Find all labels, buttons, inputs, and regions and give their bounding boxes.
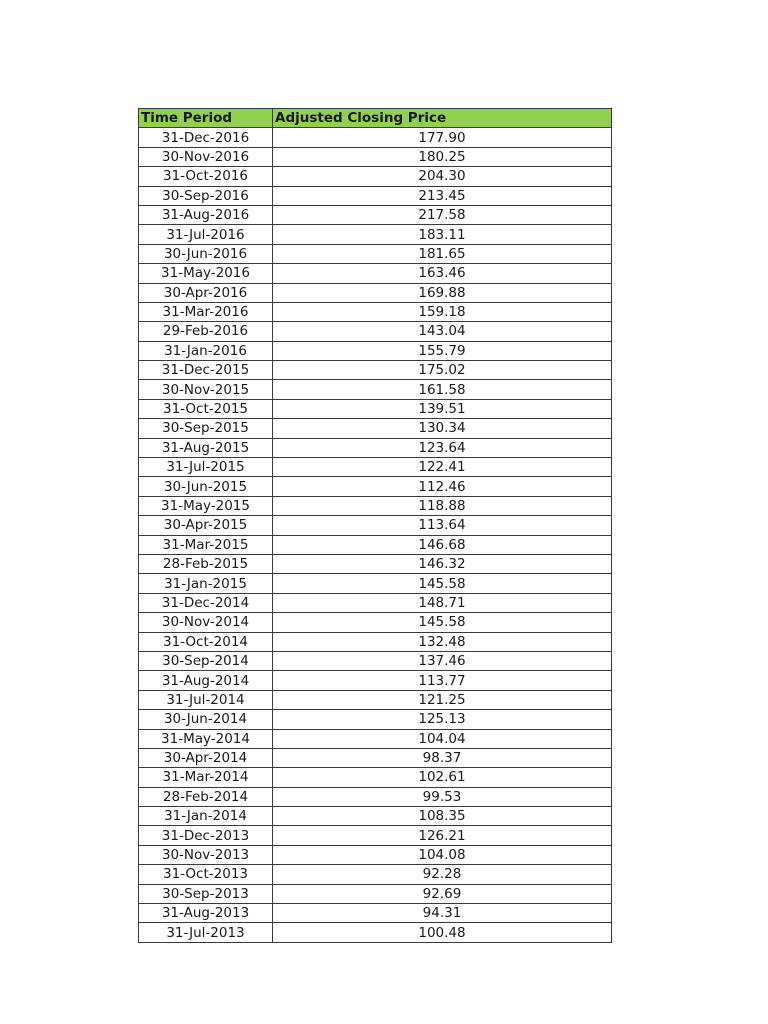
- closing-price-cell: 146.68: [273, 535, 612, 554]
- closing-price-cell: 183.11: [273, 225, 612, 244]
- closing-price-cell: 159.18: [273, 302, 612, 321]
- closing-price-cell: 213.45: [273, 186, 612, 205]
- time-period-cell: 29-Feb-2016: [139, 322, 273, 341]
- table-row: [139, 865, 612, 884]
- time-period-cell: 31-Dec-2015: [139, 361, 273, 380]
- time-period-cell: 31-Mar-2015: [139, 535, 273, 554]
- time-period-cell: 31-Dec-2014: [139, 593, 273, 612]
- table-row: [139, 651, 612, 670]
- time-period-cell: 31-Mar-2016: [139, 302, 273, 321]
- closing-price-cell: 148.71: [273, 593, 612, 612]
- closing-price-cell: 125.13: [273, 710, 612, 729]
- closing-price-cell: 94.31: [273, 904, 612, 923]
- time-period-cell: 30-Apr-2015: [139, 516, 273, 535]
- time-period-cell: 31-Jul-2013: [139, 923, 273, 942]
- header-row: [139, 109, 612, 128]
- closing-price-cell: 92.69: [273, 884, 612, 903]
- table-row: [139, 923, 612, 942]
- table-row: [139, 458, 612, 477]
- closing-price-cell: 204.30: [273, 167, 612, 186]
- table-row: [139, 283, 612, 302]
- closing-price-cell: 122.41: [273, 458, 612, 477]
- time-period-cell: 31-Jul-2015: [139, 458, 273, 477]
- closing-price-cell: 102.61: [273, 768, 612, 787]
- time-period-cell: 30-Nov-2013: [139, 845, 273, 864]
- table-row: [139, 225, 612, 244]
- time-period-cell: 28-Feb-2014: [139, 787, 273, 806]
- time-period-cell: 30-Nov-2014: [139, 613, 273, 632]
- time-period-cell: 31-Jan-2015: [139, 574, 273, 593]
- table-row: [139, 554, 612, 573]
- closing-price-cell: 175.02: [273, 361, 612, 380]
- time-period-cell: 30-Jun-2015: [139, 477, 273, 496]
- table-row: [139, 147, 612, 166]
- time-period-cell: 31-Aug-2014: [139, 671, 273, 690]
- table-row: [139, 361, 612, 380]
- table-row: [139, 380, 612, 399]
- table-row: [139, 186, 612, 205]
- closing-price-cell: 121.25: [273, 690, 612, 709]
- closing-price-cell: 137.46: [273, 651, 612, 670]
- table-row: [139, 768, 612, 787]
- closing-price-cell: 143.04: [273, 322, 612, 341]
- time-period-cell: 31-Aug-2015: [139, 438, 273, 457]
- table-row: [139, 302, 612, 321]
- table-body: [139, 128, 612, 942]
- time-period-cell: 31-Aug-2013: [139, 904, 273, 923]
- table-row: [139, 710, 612, 729]
- table-row: [139, 729, 612, 748]
- table-row: [139, 671, 612, 690]
- table-row: [139, 807, 612, 826]
- time-period-cell: 31-Oct-2014: [139, 632, 273, 651]
- closing-price-cell: 132.48: [273, 632, 612, 651]
- table-row: [139, 128, 612, 147]
- time-period-cell: 31-Jan-2016: [139, 341, 273, 360]
- time-period-cell: 31-Jan-2014: [139, 807, 273, 826]
- closing-price-cell: 217.58: [273, 205, 612, 224]
- price-table: [138, 108, 612, 943]
- time-period-cell: 28-Feb-2015: [139, 554, 273, 573]
- closing-price-cell: 104.08: [273, 845, 612, 864]
- time-period-cell: 31-Aug-2016: [139, 205, 273, 224]
- table-row: [139, 884, 612, 903]
- closing-price-cell: 108.35: [273, 807, 612, 826]
- time-period-cell: 30-Apr-2014: [139, 748, 273, 767]
- time-period-cell: 31-Jul-2016: [139, 225, 273, 244]
- table-row: [139, 748, 612, 767]
- table-row: [139, 535, 612, 554]
- closing-price-cell: 123.64: [273, 438, 612, 457]
- time-period-cell: 31-Mar-2014: [139, 768, 273, 787]
- closing-price-cell: 118.88: [273, 496, 612, 515]
- table-row: [139, 632, 612, 651]
- time-period-cell: 30-Nov-2015: [139, 380, 273, 399]
- table-row: [139, 904, 612, 923]
- time-period-cell: 30-Apr-2016: [139, 283, 273, 302]
- closing-price-cell: 155.79: [273, 341, 612, 360]
- closing-price-cell: 163.46: [273, 264, 612, 283]
- price-table-container: [138, 108, 611, 943]
- time-period-cell: 31-Dec-2016: [139, 128, 273, 147]
- time-period-cell: 31-Oct-2013: [139, 865, 273, 884]
- table-row: [139, 826, 612, 845]
- time-period-cell: 30-Jun-2016: [139, 244, 273, 263]
- table-row: [139, 322, 612, 341]
- table-row: [139, 845, 612, 864]
- closing-price-cell: 98.37: [273, 748, 612, 767]
- time-period-cell: 30-Sep-2016: [139, 186, 273, 205]
- closing-price-cell: 112.46: [273, 477, 612, 496]
- closing-price-cell: 126.21: [273, 826, 612, 845]
- table-row: [139, 613, 612, 632]
- time-period-cell: 30-Jun-2014: [139, 710, 273, 729]
- closing-price-cell: 113.64: [273, 516, 612, 535]
- table-row: [139, 167, 612, 186]
- time-period-cell: 31-Dec-2013: [139, 826, 273, 845]
- closing-price-cell: 169.88: [273, 283, 612, 302]
- closing-price-cell: 146.32: [273, 554, 612, 573]
- time-period-cell: 31-May-2014: [139, 729, 273, 748]
- table-row: [139, 205, 612, 224]
- table-row: [139, 244, 612, 263]
- closing-price-cell: 145.58: [273, 613, 612, 632]
- table-row: [139, 399, 612, 418]
- closing-price-cell: 180.25: [273, 147, 612, 166]
- table-row: [139, 690, 612, 709]
- closing-price-cell: 99.53: [273, 787, 612, 806]
- header-adjusted-closing-price: Adjusted Closing Price: [273, 109, 612, 128]
- time-period-cell: 30-Sep-2015: [139, 419, 273, 438]
- table-row: [139, 341, 612, 360]
- table-row: [139, 593, 612, 612]
- table-row: [139, 477, 612, 496]
- closing-price-cell: 181.65: [273, 244, 612, 263]
- closing-price-cell: 139.51: [273, 399, 612, 418]
- time-period-cell: 31-Oct-2015: [139, 399, 273, 418]
- table-row: [139, 264, 612, 283]
- table-row: [139, 516, 612, 535]
- table-row: [139, 419, 612, 438]
- time-period-cell: 31-Oct-2016: [139, 167, 273, 186]
- closing-price-cell: 161.58: [273, 380, 612, 399]
- closing-price-cell: 92.28: [273, 865, 612, 884]
- time-period-cell: 31-Jul-2014: [139, 690, 273, 709]
- table-row: [139, 438, 612, 457]
- closing-price-cell: 104.04: [273, 729, 612, 748]
- table-row: [139, 787, 612, 806]
- closing-price-cell: 145.58: [273, 574, 612, 593]
- time-period-cell: 31-May-2015: [139, 496, 273, 515]
- header-time-period: Time Period: [139, 109, 273, 128]
- time-period-cell: 30-Sep-2014: [139, 651, 273, 670]
- closing-price-cell: 130.34: [273, 419, 612, 438]
- table-row: [139, 574, 612, 593]
- closing-price-cell: 177.90: [273, 128, 612, 147]
- time-period-cell: 31-May-2016: [139, 264, 273, 283]
- closing-price-cell: 100.48: [273, 923, 612, 942]
- time-period-cell: 30-Nov-2016: [139, 147, 273, 166]
- closing-price-cell: 113.77: [273, 671, 612, 690]
- table-row: [139, 496, 612, 515]
- time-period-cell: 30-Sep-2013: [139, 884, 273, 903]
